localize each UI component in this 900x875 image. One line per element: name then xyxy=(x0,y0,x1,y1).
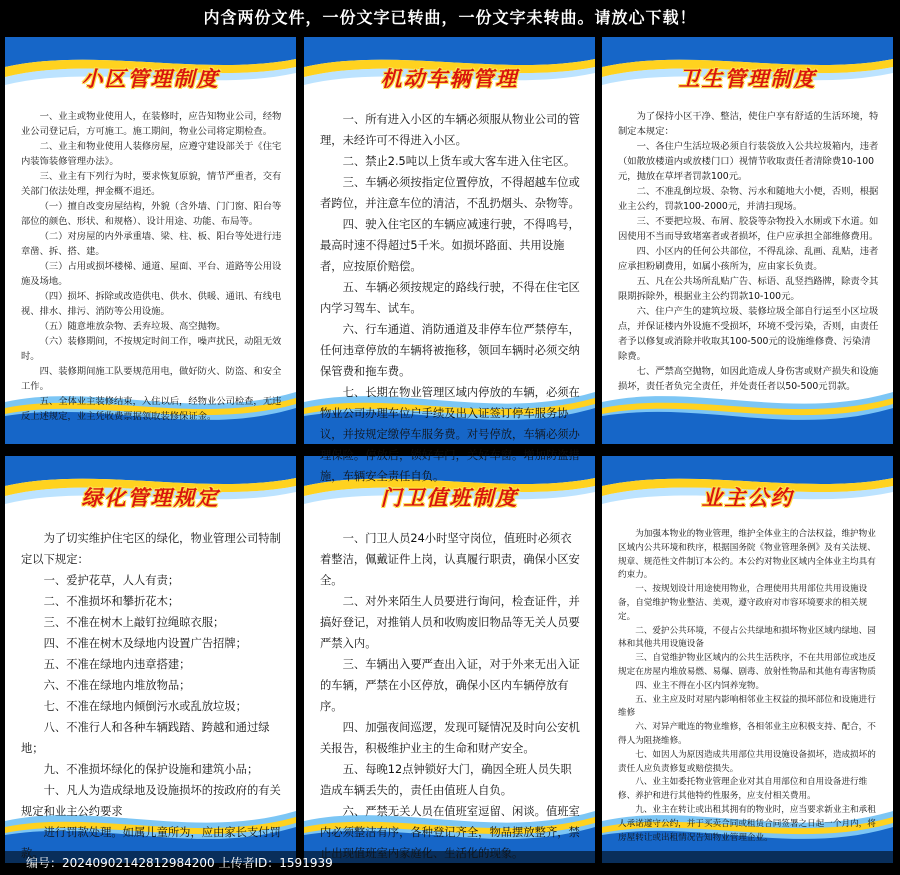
paragraph: 七、长期在物业管理区域内停放的车辆，必须在物业公司办理车位户手续及出入证签订停车服务协议，并按规定缴停车服务费。对号停放，车辆必须办理保险。停放后，锁好车门，关好车窗。增加防盗措施，车辆安全责任自负。 xyxy=(320,386,580,483)
panel-title: 业主公约 xyxy=(701,486,794,510)
paragraph: 九、不准损坏绿化的保护设施和建筑小品； xyxy=(43,763,259,776)
paragraph: 二、爱护公共环境，不侵占公共绿地和损坏物业区域内绿地、园林和其他共用设施设备 xyxy=(618,625,876,650)
paragraph: 九、业主在转让或出租其拥有的物业时，应当要求新业主和承租人承诺遵守公约，并于买卖合同或租赁合同签署之日起一个月内，将房屋转让或出租情况告知物业管理企业。 xyxy=(618,804,876,843)
paragraph: 四、小区内的任何公共部位，不得乱涂、乱画、乱贴，违者应承担粉刷费用，如属小孩所为，应由家长负责。 xyxy=(618,246,879,272)
paragraph: 二、禁止2.5吨以上货车或大客车进入住宅区。 xyxy=(342,155,576,168)
paragraph: 六、不准在绿地内堆放物品； xyxy=(43,679,191,692)
paragraph: 六、行车通道、消防通道及非停车位严禁停车，任何违章停放的车辆将被拖移，领回车辆时必须交纳保管费和拖车费。 xyxy=(320,323,580,378)
paragraph: 二、不准乱倒垃圾、杂物、污水和随地大小便，否则，根据业主公约，罚款100-2000元，并清扫现场。 xyxy=(618,186,879,212)
paragraph: 六、住户产生的建筑垃圾、装修垃圾全部自行运至小区垃圾点，并保证楼内外设施不受损坏，环境不受污染，否则，由责任者予以修复或消除并收取其100-500元的设施维修费、污染清除费。 xyxy=(618,306,879,362)
paragraph: 进行罚款处理。如属儿童所为，应由家长支付罚款。 xyxy=(21,826,281,860)
panel-body xyxy=(320,528,581,864)
paragraph: 三、车辆必须按指定位置停放，不得超越车位或者跨位，并注意车位的清洁，不乱扔烟头、杂物等。 xyxy=(320,176,580,210)
panel-guard-duty xyxy=(304,456,595,863)
panel-body xyxy=(21,109,282,424)
paragraph: 二、对外来陌生人员要进行询问，检查证件，并搞好登记，对推销人员和收购废旧物品等无关人员要严禁入内。 xyxy=(320,595,580,650)
panel-title: 门卫值班制度 xyxy=(380,486,519,510)
paragraph: 六、严禁无关人员在值班室逗留、闲谈。值班室内必须整洁有序，各种登记齐全，物品摆放整齐，禁止出现值班室内家庭化、生活化的现象。 xyxy=(320,805,580,860)
paragraph: （五）随意堆放杂物、丢弃垃圾、高空抛物。 xyxy=(39,321,226,332)
paragraph: 五、全体业主装修结束，入住以后，经物业公司检查，无违反上述规定，业主凭收费票据领取装修保证金。 xyxy=(21,396,282,422)
paragraph: 三、不准在树木上敲钉拉绳晾衣服； xyxy=(43,616,225,629)
paragraph: （一）擅自改变房屋结构，外貌（含外墙、门门窗、阳台等部位的颜色、形状、和规格）、设计用途、功能、布局等。 xyxy=(21,201,282,227)
panel-sanitation-management xyxy=(602,37,893,444)
paragraph: 一、按规划设计用途使用物业，合理使用共用部位共用设施设备，自觉维护物业整洁、美观，遵守政府对市容环境要求的相关规定。 xyxy=(618,584,868,622)
panel-title: 卫生管理制度 xyxy=(678,67,817,91)
paragraph: 一、门卫人员24小时坚守岗位，值班时必须衣着整洁，佩戴证件上岗，认真履行职责，确保小区安全。 xyxy=(320,532,580,587)
panel-title: 小区管理制度 xyxy=(81,67,220,91)
paragraph: 一、所有进入小区的车辆必须服从物业公司的管理，未经许可不得进入小区。 xyxy=(320,113,580,147)
paragraph: （三）占用或损坏楼梯、通道、屋面、平台、道路等公用设施及场地。 xyxy=(21,261,282,287)
paragraph: 四、不准在树木及绿地内设置广告招牌； xyxy=(43,637,247,650)
panel-title: 绿化管理规定 xyxy=(81,486,220,510)
paragraph: （六）装修期间，不按规定时间工作，噪声扰民，动阻无效时。 xyxy=(21,336,282,362)
paragraph: 四、驶入住宅区的车辆应减速行驶，不得鸣号，最高时速不得超过5千米。如损坏路面、共用设施者，应按原价赔偿。 xyxy=(320,218,580,273)
panel-body xyxy=(21,528,282,864)
panel-title: 机动车辆管理 xyxy=(380,67,519,91)
paragraph: 四、业主不得在小区内饲养宠物。 xyxy=(635,680,765,691)
footer-id: 编号：20240902142812984200 上传者ID：1591939 xyxy=(26,856,333,870)
paragraph: 五、凡在公共场所乱贴广告、标语、乱竖挡路牌，除责令其限期拆除外，根据业主公约罚款10-100元。 xyxy=(618,276,879,302)
paragraph: 十、凡人为造成绿地及设施损坏的按政府的有关规定和业主公约要求 xyxy=(21,784,281,818)
panel-body xyxy=(618,528,879,845)
panel-body xyxy=(618,109,879,394)
paragraph: 四、加强夜间巡逻，发现可疑情况及时向公安机关报告，积极维护业主的生命和财产安全。 xyxy=(320,721,580,755)
paragraph: 一、爱护花草，人人有责； xyxy=(43,574,180,587)
paragraph: 八、不准行人和各种车辆践踏、跨越和通过绿地； xyxy=(21,721,270,755)
paragraph: 二、不准损坏和攀折花木； xyxy=(43,595,180,608)
paragraph: 一、业主或物业使用人，在装修时，应告知物业公司，经物业公司登记后，方可施工。施工期间，物业公司将定期检查。 xyxy=(21,111,282,137)
paragraph: 为加强本物业的物业管理，维护全体业主的合法权益，维护物业区域内公共环境和秩序，根据国务院《物业管理条例》及有关法规、规章、规范性文件制订本公约。本公约对物业区域内全体业主均具有约束力。 xyxy=(618,529,876,581)
paragraph: 五、每晚12点钟锁好大门，确因全班人员失职造成车辆丢失的，责任由值班人自负。 xyxy=(320,763,572,797)
panel-greening-rules xyxy=(5,456,296,863)
paragraph: 三、自觉维护物业区域内的公共生活秩序，不在共用部位或违反规定在房屋内堆放易燃、易爆、剧毒、放射性物品和其他有毒害物质 xyxy=(618,653,876,677)
panel-body xyxy=(320,109,581,487)
paragraph: 七、不准在绿地内倾倒污水或乱放垃圾； xyxy=(43,700,247,713)
paragraph: 七、严禁高空抛物，如因此造成人身伤害或财产损失和设施损坏，责任者负完全责任，并处责任者以50-500元罚款。 xyxy=(618,366,879,392)
paragraph: （二）对房屋的内外承重墙、梁、柱、板、阳台等处进行违章凿、拆、搭、建。 xyxy=(21,231,282,257)
panel-owner-convention xyxy=(602,456,893,863)
paragraph: 五、不准在绿地内违章搭建； xyxy=(43,658,191,671)
panel-community-management xyxy=(5,37,296,444)
paragraph: 七、如因人为原因造成共用部位共用设施设备损坏，造成损坏的责任人应负责修复或赔偿损失。 xyxy=(618,749,876,774)
paragraph: 五、车辆必须按规定的路线行驶，不得在住宅区内学习驾车、试车。 xyxy=(320,281,580,315)
paragraph: 五、业主应及时对屋内影响相邻业主权益的损坏部位和设施进行维修 xyxy=(618,694,876,719)
panel-vehicle-management xyxy=(304,37,595,483)
page-banner: 内含两份文件，一份文字已转曲，一份文字未转曲。请放心下载！ xyxy=(203,8,697,27)
paragraph: 六、对异产毗连的物业维修，各相邻业主应积极支持、配合，不得人为阻挠维修。 xyxy=(618,722,876,746)
paragraph: （四）损坏、拆除或改造供电、供水、供暖、通讯、有线电视、排水、排污、消防等公用设施。 xyxy=(21,291,282,317)
paragraph: 一、各住户生活垃圾必须自行装袋放入公共垃圾箱内，违者（如散放楼道内或放楼门口）视情节收取责任者清除费10-100元，抛放在草坪者罚款100元。 xyxy=(618,141,879,182)
paragraph: 三、不要把垃圾、布屑、胶袋等杂物投入水厕或下水道。如因使用不当而导致堵塞者或者损坏，住户应承担全部维修费用。 xyxy=(618,216,879,242)
paragraph: 四、装修期间施工队要规范用电，做好防火、防盗、和安全工作。 xyxy=(21,366,282,392)
paragraph: 八、业主如委托物业管理企业对其自用部位和自用设备进行维修、养护和进行其他特约性服务，应支付相关费用。 xyxy=(618,777,868,802)
paragraph: 三、车辆出入要严查出入证，对于外来无出入证的车辆，严禁在小区停放，确保小区内车辆停放有序。 xyxy=(320,658,580,713)
paragraph: 二、业主和物业使用人装修房屋，应遵守建设部关于《住宅内装饰装修管理办法》。 xyxy=(21,141,282,167)
paragraph: 为了保持小区干净、整洁，使住户享有舒适的生活环境，特制定本规定： xyxy=(618,111,879,137)
paragraph: 为了切实维护住宅区的绿化，物业管理公司特制定以下规定： xyxy=(21,532,281,566)
paragraph: 三、业主有下列行为时，要求恢复原貌，情节严重者，交有关部门依法处理，押金概不退还。 xyxy=(21,171,282,197)
